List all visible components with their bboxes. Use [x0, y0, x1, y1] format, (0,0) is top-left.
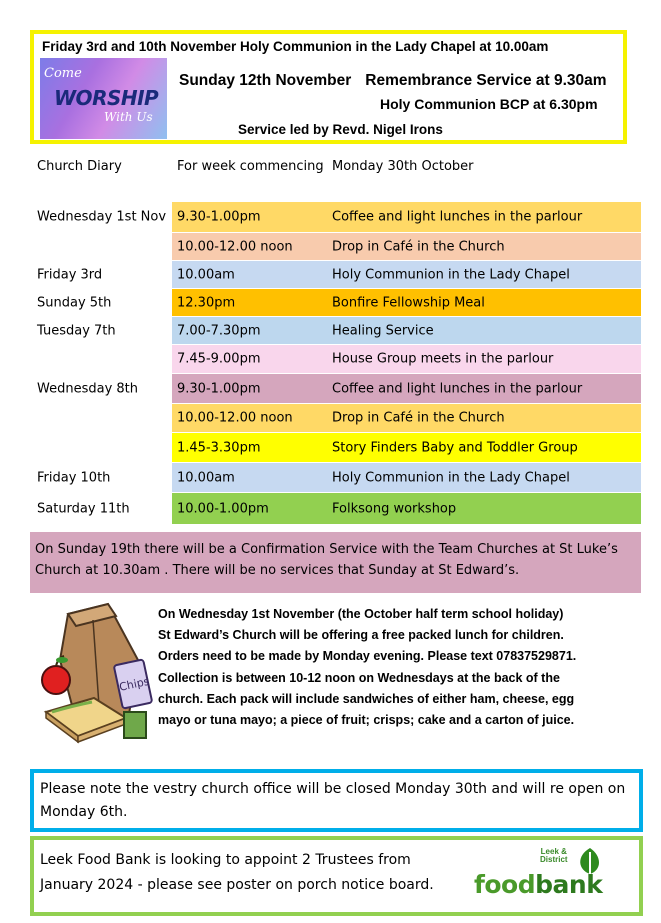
foodbank-logo-bank: bank [535, 870, 603, 899]
diary-event: Coffee and light lunches in the parlour [332, 209, 583, 225]
packed-lunch-notice [158, 604, 638, 731]
vestry-notice-text: Please note the vestry church office will be closed Monday 30th and will re open on Monday 6th. [40, 781, 626, 820]
lunch-line: St Edward’s Church will be offering a free packed lunch for children. [158, 628, 564, 643]
week-commencing-date: Monday 30th October [332, 159, 474, 174]
foodbank-line: January 2024 - please see poster on porch notice board. [40, 877, 434, 893]
week-commencing-label: For week commencing [177, 159, 324, 174]
diary-row [0, 493, 661, 524]
lunch-line: Collection is between 10-12 noon on Wednesdays at the back of the [158, 670, 560, 685]
chips-bag-label: Chips [118, 674, 151, 694]
lunch-line: mayo or tuna mayo; a piece of fruit; crisps; cake and a carton of juice. [158, 713, 575, 728]
remembrance-service: Remembrance Service at 9.30am [365, 72, 607, 89]
lunch-line: church. Each pack will include sandwiches of either ham, cheese, egg [158, 691, 575, 706]
diary-time: 12.30pm [177, 295, 236, 310]
diary-row [0, 289, 661, 316]
diary-row [0, 345, 661, 373]
worship-image-with-us: With Us [104, 110, 153, 124]
diary-row [0, 374, 661, 403]
packed-lunch-illustration [38, 600, 156, 750]
diary-time: 1.45-3.30pm [177, 440, 261, 455]
diary-event: Bonfire Fellowship Meal [332, 295, 485, 310]
diary-time: 7.45-9.00pm [177, 351, 261, 367]
diary-event: Coffee and light lunches in the parlour [332, 381, 583, 396]
friday-communion-line: Friday 3rd and 10th November Holy Communion in the Lady Chapel at 10.00am [42, 39, 549, 54]
diary-day: Friday 10th [37, 470, 111, 485]
diary-row [0, 317, 661, 344]
worship-image-come: Come [44, 66, 82, 81]
diary-time: 10.00am [177, 267, 235, 282]
diary-time: 10.00-1.00pm [177, 501, 269, 516]
diary-event: House Group meets in the parlour [332, 351, 554, 367]
diary-event: Healing Service [332, 323, 434, 338]
sunday-service-line [179, 72, 607, 90]
diary-row [0, 202, 661, 232]
foodbank-logo-wordmark [474, 870, 602, 899]
vestry-notice-box [30, 769, 643, 832]
diary-time: 10.00am [177, 470, 235, 485]
diary-row [0, 261, 661, 288]
diary-event: Story Finders Baby and Toddler Group [332, 440, 578, 455]
foodbank-notice-text [40, 848, 480, 898]
foodbank-logo [474, 846, 634, 908]
diary-row [0, 404, 661, 432]
diary-row [0, 433, 661, 462]
diary-day: Saturday 11th [37, 501, 130, 516]
diary-day: Friday 3rd [37, 267, 103, 282]
lunch-line: Orders need to be made by Monday evening. Please text 07837529871. [158, 649, 577, 664]
diary-row [0, 463, 661, 492]
diary-time: 9.30-1.00pm [177, 381, 261, 396]
diary-event: Drop in Café in the Church [332, 239, 505, 254]
diary-time: 10.00-12.00 noon [177, 410, 293, 426]
lunch-line: On Wednesday 1st November (the October half term school holiday) [158, 607, 564, 621]
service-led-by-line: Service led by Revd. Nigel Irons [238, 122, 443, 137]
diary-day: Tuesday 7th [37, 323, 116, 338]
diary-event: Drop in Café in the Church [332, 410, 505, 426]
worship-image-worship: WORSHIP [54, 86, 159, 110]
foodbank-logo-food: food [474, 870, 536, 899]
diary-event: Holy Communion in the Lady Chapel [332, 470, 570, 485]
diary-row [0, 233, 661, 260]
diary-day: Sunday 5th [37, 295, 112, 310]
sunday-date: Sunday 12th November [179, 72, 352, 89]
foodbank-line: Leek Food Bank is looking to appoint 2 Trustees from [40, 852, 411, 868]
diary-day: Wednesday 8th [37, 381, 139, 396]
diary-event: Holy Communion in the Lady Chapel [332, 267, 570, 282]
diary-time: 7.00-7.30pm [177, 323, 261, 338]
services-notice-box [30, 30, 627, 144]
diary-event: Folksong workshop [332, 501, 457, 516]
diary-day: Wednesday 1st Nov [37, 209, 167, 225]
foodbank-notice-box [30, 836, 643, 916]
confirmation-notice [30, 532, 641, 593]
church-diary-label: Church Diary [37, 159, 122, 174]
diary-time: 10.00-12.00 noon [177, 239, 293, 254]
foodbank-logo-district: Leek & District [540, 847, 568, 864]
diary-time: 9.30-1.00pm [177, 209, 261, 225]
bcp-communion-line: Holy Communion BCP at 6.30pm [380, 96, 598, 112]
come-worship-image [40, 58, 167, 139]
confirmation-text: On Sunday 19th there will be a Confirmation Service with the Team Churches at St Luke’s Church at 10.30am . There will be no services that Sunday at St Edward’s. [35, 542, 618, 578]
